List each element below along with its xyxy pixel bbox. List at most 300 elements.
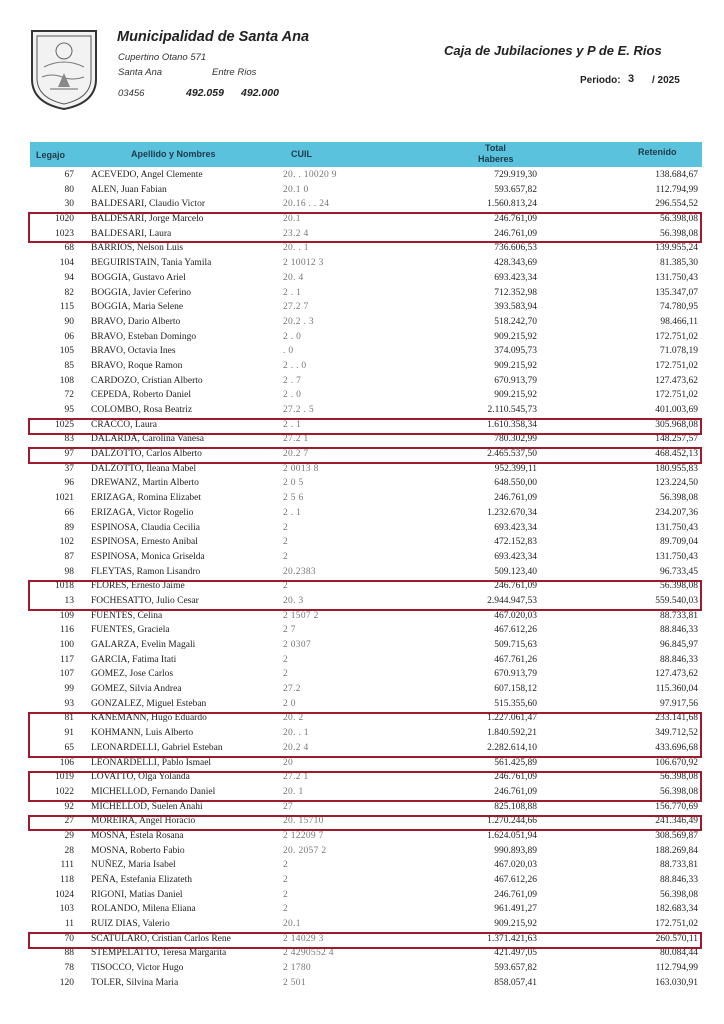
cell-total: 952.399,11: [494, 463, 537, 474]
cell-nombre: STEMPELATTO, Teresa Margarita: [91, 948, 227, 959]
cell-retenido: 234.207,36: [655, 507, 698, 518]
cell-retenido: 349.712,52: [655, 728, 698, 739]
cell-nombre: GOMEZ, Jose Carlos: [91, 669, 174, 680]
cell-nombre: MOSNA, Estela Rosana: [91, 830, 184, 841]
cell-legajo: 1021: [55, 493, 74, 504]
cell-total: 509.123,40: [494, 566, 537, 577]
cell-retenido: 123.224,50: [655, 478, 698, 489]
cell-retenido: 112.794,99: [655, 963, 698, 974]
cell-retenido: 131.750,43: [655, 551, 698, 562]
cell-nombre: NUÑEZ, Maria Isabel: [91, 860, 176, 871]
cell-total: 693.423,34: [494, 522, 537, 533]
cell-legajo: 1018: [55, 581, 74, 592]
cell-total: 515.355,60: [494, 698, 537, 709]
cell-nombre: BARRIOS, Nelson Luis: [91, 243, 184, 254]
cell-retenido: 88.846,33: [660, 875, 698, 885]
cell-nombre: ESPINOSA, Monica Griselda: [91, 551, 205, 562]
table-row: [30, 962, 702, 977]
cell-total: 780.302,99: [494, 434, 537, 445]
table-row: [30, 610, 702, 625]
cell-total: 509.715,63: [494, 640, 537, 650]
cell-total: 467.612,26: [494, 875, 537, 885]
cell-nombre: ERIZAGA, Victor Rogelio: [91, 507, 194, 518]
cell-nombre: DREWANZ, Martin Alberto: [91, 478, 199, 489]
table-row: [30, 683, 702, 698]
cell-retenido: 188.269,84: [655, 845, 698, 856]
cell-retenido: 56.398,08: [660, 214, 698, 225]
cell-nombre: BOGGIA, Gustavo Ariel: [91, 272, 186, 283]
cell-legajo: 68: [64, 243, 74, 254]
cell-retenido: 74.780,95: [660, 302, 698, 313]
cell-retenido: 88.733,81: [660, 610, 698, 621]
cell-total: 1.270.244,66: [487, 816, 537, 827]
cell-legajo: 90: [64, 316, 74, 327]
cell-cuil: 20. . 10020 9: [283, 170, 337, 180]
cell-retenido: 401.003,69: [655, 405, 698, 415]
cell-retenido: 56.398,08: [660, 228, 698, 239]
cell-retenido: 241.346,49: [655, 816, 698, 827]
cell-total: 1.232.670,34: [487, 507, 537, 518]
table-row: [30, 771, 702, 786]
table-row: [30, 375, 702, 390]
table-row: [30, 757, 702, 772]
cell-cuil: 2 . 1: [283, 287, 302, 298]
cell-total: 246.761,09: [494, 889, 537, 900]
cell-legajo: 106: [59, 757, 74, 768]
cell-total: 1.371.421,63: [487, 933, 537, 944]
cell-cuil: 2 14029 3: [283, 933, 324, 944]
cell-legajo: 105: [59, 346, 74, 357]
cell-total: 670.913,79: [494, 375, 537, 386]
cell-legajo: 98: [64, 566, 74, 577]
cell-legajo: 92: [64, 801, 74, 812]
cell-nombre: ESPINOSA, Ernesto Anibal: [91, 537, 198, 548]
cell-total: 1.840.592,21: [487, 728, 537, 739]
table-row: [30, 360, 702, 375]
cell-nombre: KANEMANN, Hugo Eduardo: [91, 713, 207, 724]
table-row: [30, 859, 702, 874]
cell-retenido: 172.751,02: [655, 331, 698, 342]
cell-cuil: 20. 4: [283, 272, 304, 283]
cell-nombre: KOHMANN, Luis Alberto: [91, 728, 194, 739]
cell-legajo: 66: [64, 507, 74, 518]
cell-nombre: GARCIA, Fatima Itati: [91, 654, 177, 665]
cell-legajo: 111: [60, 860, 74, 871]
cell-legajo: 116: [60, 625, 74, 636]
cell-cuil: 20.1: [283, 919, 301, 930]
cell-nombre: FLORES, Ernesto Jaime: [91, 581, 185, 592]
cell-total: 909.215,92: [494, 390, 537, 401]
cell-retenido: 233.141,68: [655, 713, 698, 724]
table-row: [30, 507, 702, 522]
cell-nombre: BOGGIA, Maria Selene: [91, 302, 184, 313]
cell-nombre: BRAVO, Esteban Domingo: [91, 331, 197, 342]
cell-cuil: 20.2 . 3: [283, 316, 314, 327]
table-row: [30, 169, 702, 184]
table-row: [30, 316, 702, 331]
table-row: [30, 947, 702, 962]
cell-legajo: 65: [64, 742, 74, 753]
cell-cuil: 2 0013 8: [283, 463, 319, 474]
cell-nombre: ROLANDO, Milena Eliana: [91, 904, 196, 915]
table-row: [30, 801, 702, 816]
cell-total: 246.761,09: [494, 772, 537, 783]
cell-cuil: 2 0307: [283, 640, 311, 650]
cell-nombre: LEONARDELLI, Gabriel Esteban: [91, 742, 223, 753]
cell-cuil: 20.16 . . 24: [283, 199, 330, 210]
cell-nombre: BOGGIA, Javier Ceferino: [91, 287, 191, 298]
cell-legajo: 1020: [55, 214, 74, 225]
cell-cuil: 20. . 1: [283, 728, 309, 739]
cell-total: 428.343,69: [494, 258, 537, 269]
cell-retenido: 80.084,44: [660, 948, 698, 959]
cell-total: 909.215,92: [494, 919, 537, 930]
cell-total: 593.657,82: [494, 963, 537, 974]
cell-nombre: ALEN, Juan Fabian: [91, 184, 167, 195]
table-row: [30, 463, 702, 478]
cell-retenido: 468.452,13: [655, 449, 698, 460]
cell-total: 246.761,09: [494, 786, 537, 797]
table-row: [30, 668, 702, 683]
cell-total: 670.913,79: [494, 669, 537, 680]
cell-total: 593.657,82: [494, 184, 537, 195]
cell-legajo: 87: [64, 551, 74, 562]
cell-cuil: 2 10012 3: [283, 258, 324, 269]
cell-nombre: ACEVEDO, Angel Clemente: [91, 170, 203, 180]
cell-legajo: 99: [64, 684, 74, 695]
cell-legajo: 67: [64, 170, 74, 180]
cell-legajo: 37: [64, 463, 74, 474]
cell-retenido: 182.683,34: [655, 904, 698, 915]
table-row: [30, 624, 702, 639]
cell-legajo: 120: [59, 977, 74, 988]
col-retenido: Retenido: [638, 147, 677, 157]
cell-total: 2.110.545,73: [487, 405, 537, 415]
cell-retenido: 88.733,81: [660, 860, 698, 871]
org-address: Cupertino Otano 571: [118, 52, 207, 63]
cell-total: 1.624.051,94: [487, 830, 537, 841]
cell-legajo: 88: [64, 948, 74, 959]
cell-cuil: 27.2 1: [283, 772, 309, 783]
cell-cuil: 2 . . 0: [283, 360, 307, 371]
cell-legajo: 29: [64, 830, 74, 841]
cell-retenido: 106.670,92: [655, 757, 698, 768]
cell-nombre: BRAVO, Dario Alberto: [91, 316, 181, 327]
cell-retenido: 433.696,68: [655, 742, 698, 753]
table-row: [30, 742, 702, 757]
cell-legajo: 118: [60, 875, 74, 885]
cell-cuil: 2 501: [283, 977, 306, 988]
cell-legajo: 108: [59, 375, 74, 386]
cell-cuil: 20. 1: [283, 786, 304, 797]
table-row: [30, 815, 702, 830]
cell-legajo: 70: [64, 933, 74, 944]
cell-cuil: 2 0: [283, 698, 296, 709]
table-row: [30, 242, 702, 257]
cell-retenido: 131.750,43: [655, 522, 698, 533]
cell-cuil: 2: [283, 669, 289, 680]
cell-retenido: 172.751,02: [655, 390, 698, 401]
cell-total: 736.606,53: [494, 243, 537, 254]
cell-legajo: 11: [64, 919, 74, 930]
table-row: [30, 874, 702, 889]
cell-retenido: 172.751,02: [655, 360, 698, 371]
cell-retenido: 172.751,02: [655, 919, 698, 930]
cell-legajo: 13: [64, 595, 74, 606]
cell-total: 1.227.061,47: [487, 713, 537, 724]
cell-cuil: 2 5 6: [283, 493, 304, 504]
cell-retenido: 559.540,03: [655, 595, 698, 606]
cell-total: 961.491,27: [494, 904, 537, 915]
col-cuil: CUIL: [291, 149, 312, 159]
cell-cuil: 2 . 1: [283, 419, 302, 430]
cell-nombre: MOSNA, Roberto Fabio: [91, 845, 185, 856]
cell-legajo: 94: [64, 272, 74, 283]
table-row: [30, 331, 702, 346]
cell-nombre: CARDOZO, Cristian Alberto: [91, 375, 203, 386]
table-row: [30, 448, 702, 463]
cell-nombre: FLEYTAS, Ramon Lisandro: [91, 566, 201, 577]
table-row: [30, 536, 702, 551]
cell-cuil: 20. 15710: [283, 816, 324, 827]
cell-cuil: 27.2 7: [283, 302, 309, 313]
table-row: [30, 830, 702, 845]
cell-retenido: 139.955,24: [655, 243, 698, 254]
cell-nombre: BALDESARI, Jorge Marcelo: [91, 214, 204, 225]
cell-cuil: 20: [283, 757, 294, 768]
cell-legajo: 1023: [55, 228, 74, 239]
cell-total: 2.465.537,50: [487, 449, 537, 460]
cell-retenido: 56.398,08: [660, 493, 698, 504]
municipal-seal-logo: [28, 27, 100, 111]
cell-total: 421.497,05: [494, 948, 537, 959]
cell-cuil: 20.1 0: [283, 184, 309, 195]
cell-cuil: 2: [283, 581, 289, 592]
col-nombre: Apellido y Nombres: [131, 149, 216, 159]
cell-legajo: 91: [64, 728, 74, 739]
table-row: [30, 404, 702, 419]
cell-total: 561.425,89: [494, 757, 537, 768]
cell-nombre: BALDESARI, Claudio Victor: [91, 199, 206, 210]
cell-legajo: 104: [59, 258, 74, 269]
cell-total: 607.158,12: [494, 684, 537, 695]
cell-nombre: BEGUIRISTAIN, Tania Yamila: [91, 258, 212, 269]
cell-nombre: GONZALEZ, Miguel Esteban: [91, 698, 207, 709]
table-header: [30, 142, 702, 167]
table-row: [30, 580, 702, 595]
cell-legajo: 1025: [55, 419, 74, 430]
cell-cuil: 2 . 1: [283, 507, 302, 518]
cell-cuil: 2 12209 7: [283, 830, 324, 841]
cell-total: 909.215,92: [494, 331, 537, 342]
cell-retenido: 89.709,04: [660, 537, 698, 548]
cell-cuil: 27.2 1: [283, 434, 309, 445]
cell-nombre: MOREIRA, Angel Horacio: [91, 816, 196, 827]
cell-total: 472.152,83: [494, 537, 537, 548]
org-city: Santa Ana: [118, 67, 163, 78]
table-row: [30, 522, 702, 537]
cell-cuil: 2 . 0: [283, 390, 302, 401]
cell-cuil: 27.2 . 5: [283, 405, 314, 415]
cell-legajo: 109: [59, 610, 74, 621]
cell-nombre: SCATULARO, Cristian Carlos Rene: [91, 933, 231, 944]
cell-retenido: 56.398,08: [660, 889, 698, 900]
cell-retenido: 96.733,45: [660, 566, 698, 577]
cell-retenido: 56.398,08: [660, 772, 698, 783]
cell-nombre: FUENTES, Graciela: [91, 625, 170, 636]
cell-legajo: 1019: [55, 772, 74, 783]
cell-cuil: 20. 3: [283, 595, 304, 606]
table-row: [30, 566, 702, 581]
cell-total: 693.423,34: [494, 272, 537, 283]
table-row: [30, 477, 702, 492]
org-code: 03456: [118, 88, 145, 99]
cell-legajo: 95: [64, 405, 74, 415]
cell-nombre: LOVATTO, Olga Yolanda: [91, 772, 190, 783]
table-row: [30, 257, 702, 272]
cell-retenido: 131.750,43: [655, 272, 698, 283]
cell-retenido: 112.794,99: [655, 184, 698, 195]
cell-cuil: 2 4290552 4: [283, 948, 334, 959]
cell-legajo: 96: [64, 478, 74, 489]
cell-nombre: DALARDA, Carolina Vanesa: [91, 434, 205, 445]
cell-cuil: 2: [283, 889, 289, 900]
cell-retenido: 96.845,97: [660, 640, 698, 650]
table-row: [30, 228, 702, 243]
cell-retenido: 135.347,07: [655, 287, 698, 298]
cell-legajo: 107: [59, 669, 74, 680]
cell-legajo: 28: [64, 845, 74, 856]
org-amount-2: 492.000: [241, 87, 279, 99]
cell-total: 990.893,89: [494, 845, 537, 856]
cell-cuil: 27: [283, 801, 294, 812]
cell-retenido: 88.846,33: [660, 654, 698, 665]
table-row: [30, 345, 702, 360]
cell-total: 693.423,34: [494, 551, 537, 562]
periodo-number: 3: [628, 73, 635, 85]
cell-nombre: BALDESARI, Laura: [91, 228, 172, 239]
cell-cuil: 2 1507 2: [283, 610, 319, 621]
cell-legajo: 30: [64, 199, 74, 210]
cell-total: 858.057,41: [494, 977, 537, 988]
cell-legajo: 1022: [55, 786, 74, 797]
cell-cuil: 2 1780: [283, 963, 311, 974]
org-amount-1: 492.059: [186, 87, 224, 99]
cell-nombre: FUENTES, Celina: [91, 610, 163, 621]
cell-retenido: 97.917,56: [660, 698, 698, 709]
cell-retenido: 308.569,87: [655, 830, 698, 841]
cell-legajo: 78: [64, 963, 74, 974]
cell-retenido: 127.473,62: [655, 375, 698, 386]
cell-legajo: 72: [64, 390, 74, 401]
cell-legajo: 89: [64, 522, 74, 533]
table-row: [30, 698, 702, 713]
table-row: [30, 639, 702, 654]
table-row: [30, 712, 702, 727]
table-row: [30, 492, 702, 507]
table-body: [30, 169, 702, 992]
cell-cuil: 2 0 5: [283, 478, 304, 489]
cell-legajo: 81: [64, 713, 74, 724]
cell-nombre: GALARZA, Evelin Magali: [91, 640, 196, 650]
cell-nombre: TOLER, Silvina Maria: [91, 977, 179, 988]
cell-legajo: 80: [64, 184, 74, 195]
cell-cuil: 2: [283, 904, 289, 915]
cell-total: 825.108,88: [494, 801, 537, 812]
cell-nombre: CEPEDA, Roberto Daniel: [91, 390, 192, 401]
cell-cuil: 20.2 4: [283, 742, 309, 753]
cell-total: 2.282.614,10: [487, 742, 537, 753]
cell-legajo: 83: [64, 434, 74, 445]
table-row: [30, 977, 702, 992]
cell-retenido: 81.385,30: [660, 258, 698, 269]
cell-total: 648.550,00: [494, 478, 537, 489]
cell-cuil: 20.2 7: [283, 449, 309, 460]
cell-cuil: 20. 2057 2: [283, 845, 327, 856]
periodo-label: Periodo:: [580, 75, 621, 86]
periodo-year: / 2025: [652, 75, 680, 86]
cell-cuil: 2 . 0: [283, 331, 302, 342]
cell-nombre: RIGONI, Matias Daniel: [91, 889, 183, 900]
cell-nombre: DALZOTTO, Carlos Alberto: [91, 449, 202, 460]
cell-legajo: 27: [64, 816, 74, 827]
caja-title: Caja de Jubilaciones y P de E. Rios: [444, 43, 662, 58]
cell-cuil: 2: [283, 875, 289, 885]
cell-nombre: ERIZAGA, Romina Elizabet: [91, 493, 202, 504]
cell-cuil: 2: [283, 860, 289, 871]
table-row: [30, 287, 702, 302]
cell-nombre: GOMEZ, Silvia Andrea: [91, 684, 182, 695]
cell-total: 246.761,09: [494, 228, 537, 239]
cell-nombre: LEONARDELLI, Pablo Ismael: [91, 757, 212, 768]
cell-total: 246.761,09: [494, 493, 537, 504]
cell-cuil: 2: [283, 522, 289, 533]
cell-total: 909.215,92: [494, 360, 537, 371]
cell-cuil: 2 . 7: [283, 375, 302, 386]
cell-total: 712.352,98: [494, 287, 537, 298]
cell-cuil: 2: [283, 551, 289, 562]
cell-total: 467.761,26: [494, 654, 537, 665]
cell-retenido: 296.554,52: [655, 199, 698, 210]
table-row: [30, 184, 702, 199]
cell-cuil: 20.1: [283, 214, 301, 225]
org-province: Entre Rios: [212, 67, 257, 78]
cell-nombre: ESPINOSA, Claudia Cecilia: [91, 522, 200, 533]
cell-nombre: FOCHESATTO, Julio Cesar: [91, 595, 199, 606]
cell-nombre: COLOMBO, Rosa Beatriz: [91, 405, 193, 415]
col-legajo: Legajo: [36, 150, 66, 160]
cell-legajo: 85: [64, 360, 74, 371]
cell-retenido: 163.030,91: [655, 977, 698, 988]
cell-nombre: MICHELLOD, Fernando Daniel: [91, 786, 216, 797]
col-total-line1: Total: [485, 143, 506, 153]
cell-retenido: 115.360,04: [655, 684, 698, 695]
cell-cuil: . 0: [283, 346, 294, 357]
table-row: [30, 845, 702, 860]
cell-legajo: 115: [60, 302, 74, 313]
cell-legajo: 82: [64, 287, 74, 298]
table-row: [30, 933, 702, 948]
cell-retenido: 260.570,11: [655, 933, 698, 944]
cell-total: 467.612,26: [494, 625, 537, 636]
cell-legajo: 100: [59, 640, 74, 650]
cell-retenido: 305.968,08: [655, 419, 698, 430]
cell-total: 1.610.358,34: [487, 419, 537, 430]
cell-retenido: 148.257,57: [655, 434, 698, 445]
cell-nombre: MICHELLOD, Suelen Anahi: [91, 801, 203, 812]
cell-cuil: 20. 2: [283, 713, 304, 724]
cell-cuil: 2: [283, 537, 289, 548]
